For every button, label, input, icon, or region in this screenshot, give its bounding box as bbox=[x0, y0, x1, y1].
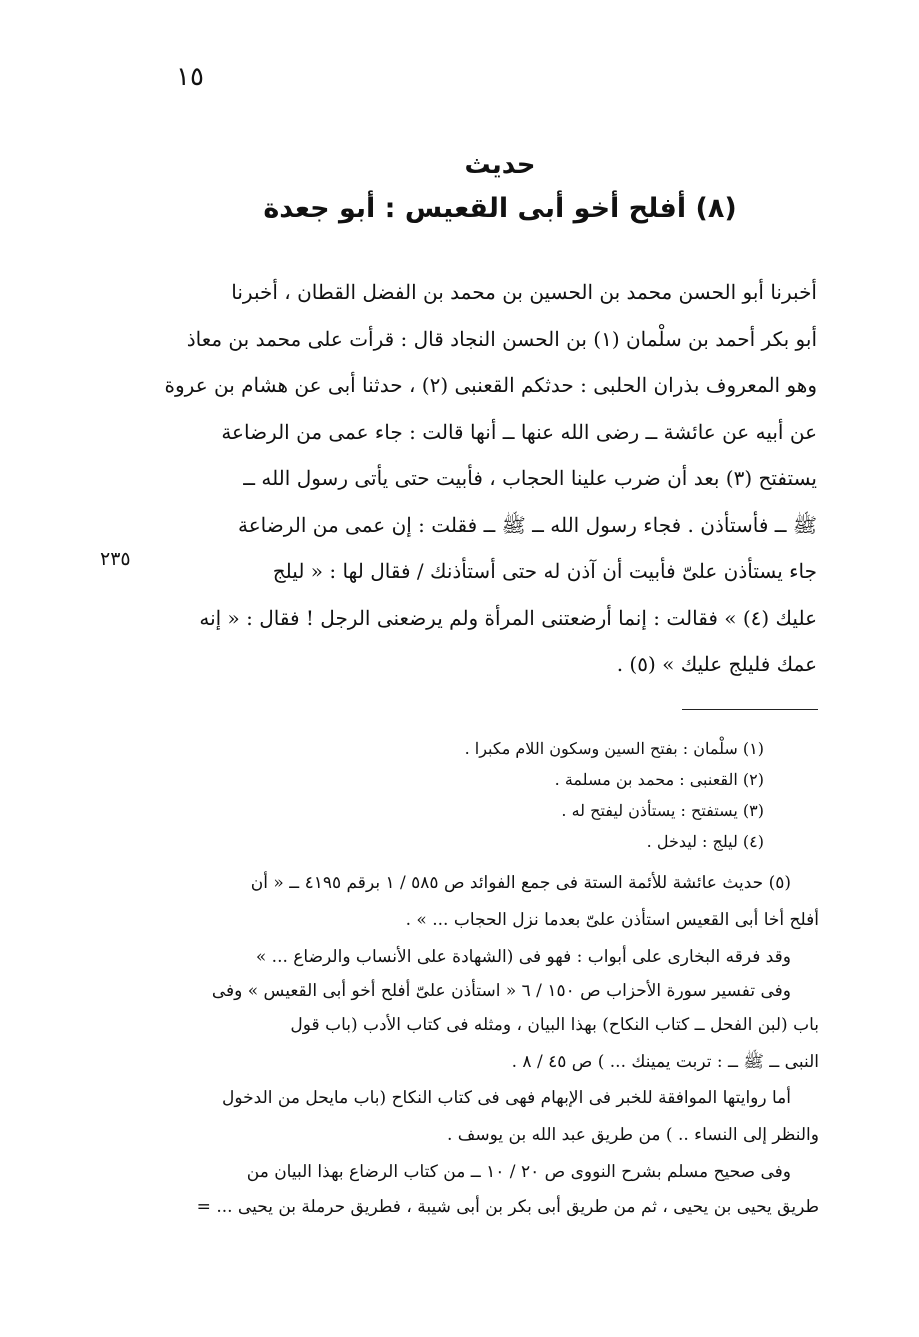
footnote-line: وفى صحيح مسلم بشرح النووى ص ٢٠ / ١٠ ــ من كتاب الرضاع بهذا البيان من bbox=[246, 1162, 791, 1182]
footnote-5 bbox=[101, 867, 819, 1225]
footnote-line: النبى ــ ﷺ ــ : تربت يمينك ... ) ص ٤٥ / ٨ . bbox=[511, 1052, 819, 1072]
text-line: يستفتح (٣) بعد أن ضرب علينا الحجاب ، فأبيت حتى يأتى رسول الله ــ bbox=[243, 466, 817, 490]
footnote: (٣) يستفتح : يستأذن ليفتح له . bbox=[561, 801, 764, 820]
footnote-line: (٥) حديث عائشة للأئمة الستة فى جمع الفوائد ص ٥٨٥ / ١ برقم ٤١٩٥ ــ « أن bbox=[250, 873, 791, 893]
section-heading: حديث bbox=[464, 150, 536, 180]
footnote-line: والنظر إلى النساء .. ) من طريق عبد الله بن يوسف . bbox=[446, 1125, 819, 1145]
text-line: عن أبيه عن عائشة ــ رضى الله عنها ــ أنها قالت : جاء عمى من الرضاعة bbox=[221, 419, 817, 444]
text-line: عمك فليلج عليك » (٥) . bbox=[616, 652, 817, 676]
footnote-line: وفى تفسير سورة الأحزاب ص ١٥٠ / ٦ « استأذن علىّ أفلح أخو أبى القعيس » وفى bbox=[211, 981, 791, 1001]
text-line: جاء يستأذن علىّ فأبيت أن آذن له حتى أستأذنك / فقال لها : « ليلج bbox=[272, 559, 817, 583]
footnote-line: أفلح أخا أبى القعيس استأذن علىّ بعدما نزل الحجاب ... » . bbox=[405, 910, 819, 930]
text-line: عليك (٤) » فقالت : إنما أرضعتنى المرأة ولم يرضعنى الرجل ! فقال : « إنه bbox=[199, 605, 817, 630]
footnote: (١) سلْمان : بفتح السين وسكون اللام مكبرا . bbox=[464, 739, 764, 758]
text-line: أبو بكر أحمد بن سلْمان (١) بن الحسن النجاد قال : قرأت على محمد بن معاذ bbox=[186, 326, 817, 351]
footnote-divider bbox=[682, 709, 818, 710]
hadith-text bbox=[141, 269, 817, 688]
page-number: ١٥ bbox=[176, 62, 204, 92]
footnote: (٢) القعنبى : محمد بن مسلمة . bbox=[554, 770, 764, 789]
margin-page-reference: ٢٣٥ bbox=[100, 548, 131, 570]
footnote-line: طريق يحيى بن يحيى ، ثم من طريق أبى بكر بن أبى شيبة ، فطريق حرملة بن يحيى ... = bbox=[196, 1197, 819, 1217]
footnote-line: أما روايتها الموافقة للخبر فى الإبهام فهى فى كتاب النكاح (باب مايحل من الدخول bbox=[222, 1088, 791, 1108]
text-line: أخبرنا أبو الحسن محمد بن الحسين بن محمد بن الفضل القطان ، أخبرنا bbox=[231, 280, 817, 304]
text-line: ﷺ ــ فأستأذن . فجاء رسول الله ــ ﷺ ــ فقلت : إن عمى من الرضاعة bbox=[237, 512, 817, 537]
footnotes bbox=[151, 733, 819, 857]
hadith-title: (٨) أفلح أخو أبى القعيس : أبو جعدة bbox=[263, 193, 737, 224]
text-line: وهو المعروف بذران الحلبى : حدثكم القعنبى (٢) ، حدثنا أبى عن هشام بن عروة bbox=[164, 373, 817, 397]
footnote-line: وقد فرقه البخارى على أبواب : فهو فى (الشهادة على الأنساب والرضاع ... » bbox=[255, 947, 791, 967]
footnote-line: باب (لبن الفحل ــ كتاب النكاح) بهذا البيان ، ومثله فى كتاب الأدب (باب قول bbox=[290, 1015, 819, 1035]
footnote: (٤) ليلج : ليدخل . bbox=[646, 832, 764, 851]
